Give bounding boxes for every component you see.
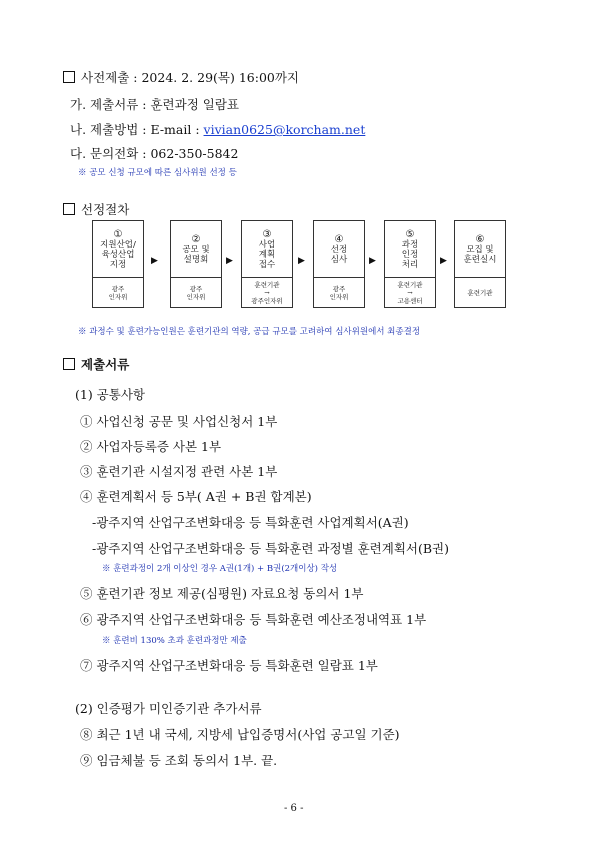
section1-heading bbox=[63, 68, 299, 86]
step-number: ④ bbox=[334, 233, 344, 245]
step-org: 광주 인자위 bbox=[186, 284, 206, 301]
email-link[interactable]: vivian0625@korcham.net bbox=[203, 122, 366, 137]
step-label: 선정 심사 bbox=[330, 244, 348, 265]
step-label: 모집 및 훈련실시 bbox=[463, 244, 497, 265]
section1-item-2: 나. 제출방법 : E-mail : vivian0625@korcham.net bbox=[70, 122, 366, 137]
section1-title: 사전제출 : 2024. 2. 29(목) 16:00까지 bbox=[81, 70, 299, 85]
square-bullet-icon bbox=[63, 203, 75, 215]
step-label: 사업 계획 접수 bbox=[258, 239, 276, 270]
step-label: 과정 인정 처리 bbox=[401, 239, 419, 270]
flow-step-3 bbox=[241, 220, 293, 308]
flow-arrow-icon: ▶ bbox=[369, 256, 376, 266]
flow-step-1 bbox=[92, 220, 144, 308]
doc-item: ④ 훈련계획서 등 5부( A권 + B권 합계본) bbox=[80, 489, 312, 504]
flow-step-2 bbox=[170, 220, 222, 308]
square-bullet-icon bbox=[63, 358, 75, 370]
doc-item: ⑥ 광주지역 산업구조변화대응 등 특화훈련 예산조정내역표 1부 bbox=[80, 612, 427, 627]
flow-arrow-icon: ▶ bbox=[226, 256, 233, 266]
doc-item: ① 사업신청 공문 및 사업신청서 1부 bbox=[80, 414, 278, 429]
doc-item: ⑧ 최근 1년 내 국세, 지방세 납입증명서(사업 공고일 기준) bbox=[80, 727, 400, 742]
doc-note: ※ 훈련과정이 2개 이상인 경우 A권(1개) + B권(2개이상) 작성 bbox=[102, 564, 338, 574]
doc-item: ⑨ 임금체불 등 조회 동의서 1부. 끝. bbox=[80, 753, 278, 768]
flow-step-4 bbox=[313, 220, 365, 308]
doc-note: ※ 훈련비 130% 초과 훈련과정만 제출 bbox=[102, 636, 247, 646]
doc-item: ⑦ 광주지역 산업구조변화대응 등 특화훈련 일람표 1부 bbox=[80, 658, 378, 673]
section3-heading bbox=[63, 355, 129, 373]
flow-step-6 bbox=[454, 220, 506, 308]
flow-step-5 bbox=[384, 220, 436, 308]
step-org: 훈련기관 → 광주인자위 bbox=[251, 280, 283, 305]
step-number: ⑤ bbox=[405, 228, 415, 240]
step-org: 광주 인자위 bbox=[108, 284, 128, 301]
section1-item-3: 다. 문의전화 : 062-350-5842 bbox=[70, 146, 239, 161]
step-org: 광주 인자위 bbox=[329, 284, 349, 301]
section3-title: 제출서류 bbox=[81, 357, 130, 372]
flow-arrow-icon: ▶ bbox=[298, 256, 305, 266]
doc-subitem: -광주지역 산업구조변화대응 등 특화훈련 사업계획서(A권) bbox=[92, 515, 409, 530]
section2-note: ※ 과정수 및 훈련가능인원은 훈련기관의 역량, 공급 규모를 고려하여 심사위원에서 최종결정 bbox=[78, 327, 421, 337]
extra-subheading: (2) 인증평가 미인증기관 추가서류 bbox=[75, 701, 262, 716]
section1-item-1: 가. 제출서류 : 훈련과정 일람표 bbox=[70, 97, 239, 112]
page-number: - 6 - bbox=[284, 803, 304, 814]
common-subheading: (1) 공통사항 bbox=[75, 387, 145, 402]
doc-item: ② 사업자등록증 사본 1부 bbox=[80, 439, 222, 454]
section1-note: ※ 공모 신청 규모에 따른 심사위원 선정 등 bbox=[78, 168, 237, 178]
step-number: ③ bbox=[262, 228, 272, 240]
section2-title: 선정절차 bbox=[81, 202, 130, 217]
flow-arrow-icon: ▶ bbox=[151, 256, 158, 266]
doc-subitem: -광주지역 산업구조변화대응 등 특화훈련 과정별 훈련계획서(B권) bbox=[92, 541, 449, 556]
section2-heading bbox=[63, 200, 129, 218]
step-number: ⑥ bbox=[475, 233, 485, 245]
step-org: 훈련기관 bbox=[467, 288, 493, 297]
step-number: ② bbox=[191, 233, 201, 245]
step-label: 지원산업/ 육성산업 지정 bbox=[100, 239, 136, 270]
step-number: ① bbox=[113, 228, 123, 240]
doc-item: ③ 훈련기관 시설지정 관련 사본 1부 bbox=[80, 464, 278, 479]
step-label: 공모 및 설명회 bbox=[182, 244, 210, 265]
step-org: 훈련기관 → 고용센터 bbox=[397, 280, 423, 305]
doc-item: ⑤ 훈련기관 정보 제공(심평원) 자료요청 동의서 1부 bbox=[80, 586, 364, 601]
square-bullet-icon bbox=[63, 71, 75, 83]
flow-arrow-icon: ▶ bbox=[440, 256, 447, 266]
